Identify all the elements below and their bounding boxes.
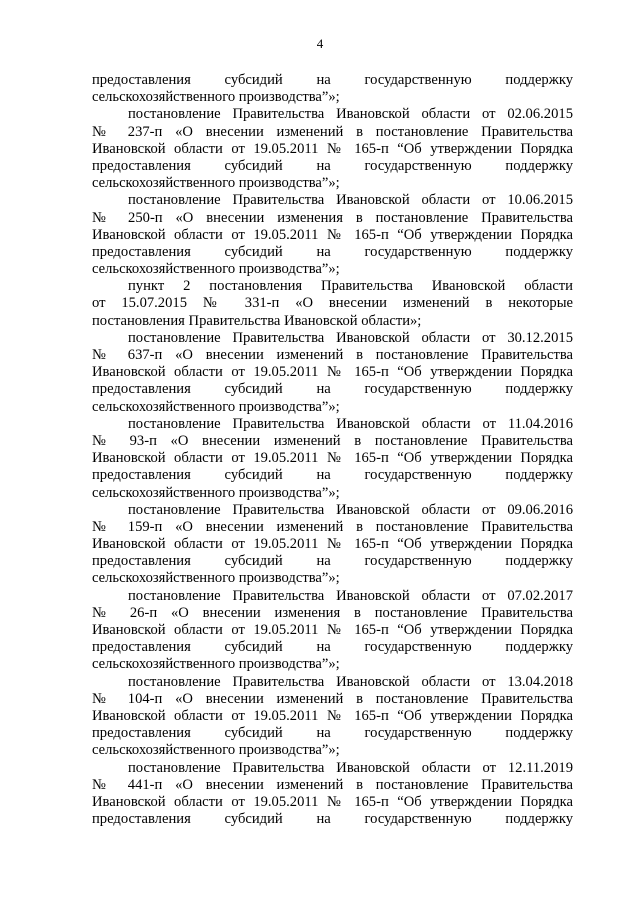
text-line: Ивановской области от 19.05.2011 № 165-п “Об утверждении Порядка	[92, 793, 573, 810]
text-line: сельскохозяйственного производства”»;	[92, 175, 340, 192]
text-line: постановление Правительства Ивановской области от 13.04.2018	[128, 673, 573, 690]
document-body	[92, 72, 573, 828]
text-line: пункт 2 постановления Правительства Ивановской области	[128, 278, 573, 295]
text-line: постановление Правительства Ивановской области от 30.12.2015	[128, 329, 573, 346]
text-line: постановление Правительства Ивановской области от 09.06.2016	[128, 501, 573, 518]
text-line: предоставления субсидий на государственную поддержку	[92, 811, 573, 828]
text-line: постановление Правительства Ивановской области от 07.02.2017	[128, 587, 573, 604]
text-line: Ивановской области от 19.05.2011 № 165-п “Об утверждении Порядка	[92, 622, 573, 638]
text-line: № 93-п «О внесении изменений в постановление Правительства	[92, 432, 573, 449]
text-line: постановление Правительства Ивановской области от 11.04.2016	[128, 415, 573, 432]
text-line: постановления Правительства Ивановской области»;	[92, 312, 422, 329]
text-line: сельскохозяйственного производства”»;	[92, 398, 340, 415]
text-line: предоставления субсидий на государственную поддержку	[92, 467, 573, 484]
text-line: № 159-п «О внесении изменений в постановление Правительства	[92, 518, 573, 535]
text-line: № 26-п «О внесении изменения в постановление Правительства	[92, 604, 573, 621]
text-line: Ивановской области от 19.05.2011 № 165-п “Об утверждении Порядка	[92, 707, 573, 724]
text-line: № 250-п «О внесении изменения в постановление Правительства	[92, 209, 573, 226]
text-line: предоставления субсидий на государственную поддержку	[92, 553, 573, 570]
text-line: № 637-п «О внесении изменений в постановление Правительства	[92, 347, 573, 363]
text-line: № 104-п «О внесении изменений в постановление Правительства	[92, 690, 573, 707]
text-line: от 15.07.2015 № 331-п «О внесении изменений в некоторые	[92, 295, 573, 312]
text-line: сельскохозяйственного производства”»;	[92, 570, 340, 587]
text-line: предоставления субсидий на государственную поддержку	[92, 725, 573, 742]
text-line: сельскохозяйственного производства”»;	[92, 656, 340, 673]
text-line: Ивановской области от 19.05.2011 № 165-п “Об утверждении Порядка	[92, 140, 573, 157]
text-line: предоставления субсидий на государственную поддержку	[92, 381, 573, 398]
text-line: постановление Правительства Ивановской области от 12.11.2019	[128, 759, 573, 776]
text-line: сельскохозяйственного производства”»;	[92, 484, 340, 501]
text-line: постановление Правительства Ивановской области от 02.06.2015	[128, 106, 573, 123]
text-line: предоставления субсидий на государственную поддержку	[92, 72, 573, 88]
text-line: сельскохозяйственного производства”»;	[92, 742, 340, 759]
text-line: предоставления субсидий на государственную поддержку	[92, 243, 573, 260]
page-number: 4	[316, 36, 324, 51]
text-line: № 441-п «О внесении изменений в постановление Правительства	[92, 776, 573, 793]
text-line: предоставления субсидий на государственную поддержку	[92, 157, 573, 174]
text-line: Ивановской области от 19.05.2011 № 165-п “Об утверждении Порядка	[92, 536, 573, 553]
text-line: Ивановской области от 19.05.2011 № 165-п “Об утверждении Порядка	[92, 364, 573, 381]
text-line: предоставления субсидий на государственную поддержку	[92, 639, 573, 656]
text-line: Ивановской области от 19.05.2011 № 165-п “Об утверждении Порядка	[92, 226, 573, 243]
text-line: сельскохозяйственного производства”»;	[92, 261, 340, 278]
text-line: Ивановской области от 19.05.2011 № 165-п “Об утверждении Порядка	[92, 450, 573, 467]
text-line: постановление Правительства Ивановской области от 10.06.2015	[128, 192, 573, 209]
text-line: № 237-п «О внесении изменений в постановление Правительства	[92, 123, 573, 140]
text-line: сельскохозяйственного производства”»;	[92, 89, 340, 106]
